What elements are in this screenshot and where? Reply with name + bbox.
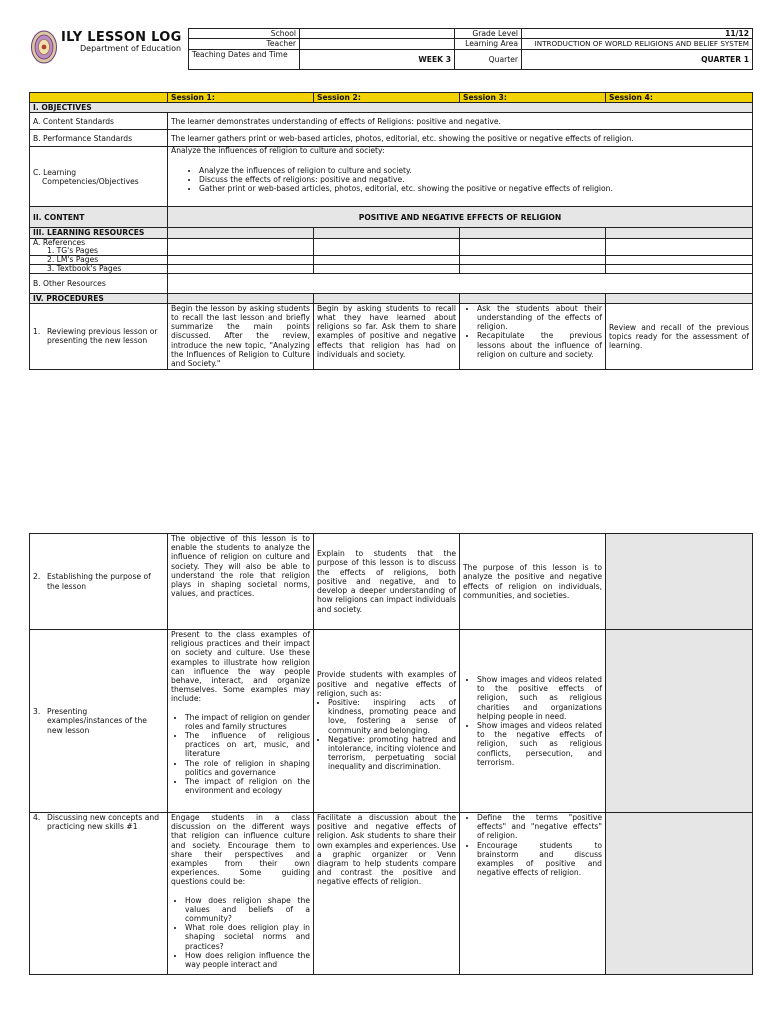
procedure-2-number: 2. [33, 572, 41, 582]
references-label [30, 238, 168, 255]
procedures-heading: IV. PROCEDURES [30, 293, 168, 303]
procedure-3-session-3 [460, 630, 606, 813]
procedure-1-session-2: Begin by asking students to recall what they have learned about religions so far. Ask them to share examples of positive and negative effects that religion has had on individuals and society. [314, 303, 460, 369]
procedure-1-session-3-item: • Ask the students about their understanding of the effects of religion. [477, 304, 602, 332]
procedure-3-label [30, 630, 168, 813]
procedure-4-label [30, 813, 168, 975]
procedure-1-label [30, 303, 168, 369]
competencies-label [30, 147, 168, 207]
objectives-heading: I. OBJECTIVES [30, 103, 753, 113]
procedure-2-session-2: Explain to students that the purpose of this lesson is to discuss the effects of religions, both positive and negative, and to develop a deeper understanding of how religions can impact individuals and society. [314, 534, 460, 630]
learning-area-value: INTRODUCTION OF WORLD RELIGIONS AND BELIEF SYSTEM [522, 39, 753, 50]
competencies-list [171, 166, 749, 194]
procedure-1-session-3-item: • Recapitulate the previous lessons about the influence of religion on culture and society. [477, 331, 602, 359]
competencies-label-line-1: C. Learning [33, 167, 77, 177]
competencies-text [168, 147, 753, 207]
procedure-1-session-1: Begin the lesson by asking students to recall the last lesson and briefly summarize the main points discussed. After the review, introduce the new topic, "Analyzing the Influences of Religion to Culture and Society." [168, 303, 314, 369]
procedure-3-session-1-intro: Present to the class examples of religious practices and their impact on society and culture. Use these examples to illustrate how religion can influence the way people behave, interact, and organize themselves. Some examples may include: [171, 630, 310, 704]
procedure-3-session-3-item: • Show images and videos related to the positive effects of religion, such as religious charities and organizations helping people in need. [477, 675, 602, 721]
tg-pages-label: 1. TG's Pages [47, 245, 98, 255]
procedure-4-session-3 [460, 813, 606, 975]
other-resources-value [168, 273, 753, 293]
procedure-4-text: Discussing new concepts and practicing new skills #1 [47, 813, 160, 832]
grade-level-value: 11/12 [522, 29, 753, 39]
performance-standards-label: B. Performance Standards [30, 130, 168, 147]
session-2-header: Session 2: [314, 93, 460, 103]
grade-level-label: Grade Level [455, 29, 522, 39]
quarter-label: Quarter [455, 50, 522, 70]
lm-pages-label: 2. LM's Pages [30, 255, 168, 264]
procedure-4-session-1 [168, 813, 314, 975]
procedure-3-session-2-item: • Negative: promoting hatred and intolerance, inciting violence and terrorism, perpetuating social inequality and discrimination. [328, 735, 456, 772]
content-heading: II. CONTENT [30, 207, 168, 228]
procedure-4-session-1-item: • How does religion influence the way people interact and [185, 951, 310, 969]
teacher-value [300, 39, 455, 50]
content-standards-text: The learner demonstrates understanding of effects of Religions: positive and negative. [168, 113, 753, 130]
procedure-2-session-3: The purpose of this lesson is to analyze the positive and negative effects of religion on individuals, communities, and societies. [460, 534, 606, 630]
procedure-2-label [30, 534, 168, 630]
procedure-3-session-1-item: • The influence of religious practices on art, music, and literature [185, 731, 310, 759]
department-name: Department of Education [80, 44, 182, 53]
procedure-1-number: 1. [33, 327, 41, 337]
week-value: WEEK 3 [300, 50, 455, 70]
procedure-3-number: 3. [33, 707, 41, 717]
procedure-4-session-1-intro: Engage students in a class discussion on the different ways that religion can influence culture and society. Encourage them to share their perspectives and examples from their own experiences. Some guiding questions could be: [171, 813, 310, 887]
procedure-4-number: 4. [33, 813, 41, 822]
quarter-value: QUARTER 1 [522, 50, 753, 70]
session-1-header: Session 1: [168, 93, 314, 103]
procedure-4-session-1-item: • How does religion shape the values and beliefs of a community? [185, 896, 310, 924]
competency-item: • Discuss the effects of religions: positive and negative. [199, 175, 749, 184]
procedure-4-session-3-item: • Define the terms "positive effects" and "negative effects" of religion. [477, 813, 602, 841]
procedure-3-session-3-item: • Show images and videos related to the negative effects of religion, such as religious conflicts, persecution, and terrorism. [477, 721, 602, 767]
session-4-header: Session 4: [606, 93, 753, 103]
content-title: POSITIVE AND NEGATIVE EFFECTS OF RELIGION [168, 207, 753, 228]
learning-area-label: Learning Area [455, 39, 522, 50]
procedure-2-session-1: The objective of this lesson is to enable the students to analyze the influence of religion on culture and society. They will also be able to understand the role that religion plays in shaping societal norms, values, and practices. [168, 534, 314, 630]
session-3-header: Session 3: [460, 93, 606, 103]
references-text: A. References [33, 238, 86, 247]
content-standards-label: A. Content Standards [30, 113, 168, 130]
deped-seal-logo [31, 30, 57, 64]
procedure-3-session-1-item: • The role of religion in shaping politics and governance [185, 759, 310, 777]
other-resources-label: B. Other Resources [30, 273, 168, 293]
teaching-dates-label: Teaching Dates and Time [189, 50, 300, 70]
performance-standards-text: The learner gathers print or web-based articles, photos, editorial, etc. showing the positive or negative effects of religion. [168, 130, 753, 147]
procedure-2-text: Establishing the purpose of the lesson [47, 572, 151, 591]
competencies-intro: Analyze the influences of religion to culture and society: [171, 146, 385, 156]
procedure-3-session-1 [168, 630, 314, 813]
procedure-2-session-4 [606, 534, 753, 630]
header-info-table [188, 28, 753, 70]
procedure-3-session-2 [314, 630, 460, 813]
procedure-3-text: Presenting examples/instances of the new lesson [47, 707, 147, 735]
competency-item: • Analyze the influences of religion to culture and society. [199, 166, 749, 175]
textbook-pages-label: 3. Textbook's Pages [30, 264, 168, 273]
procedure-4-session-4 [606, 813, 753, 975]
procedure-3-session-2-intro: Provide students with examples of positive and negative effects of religion, such as: [317, 670, 456, 698]
competency-item: • Gather print or web-based articles, photos, editorial, etc. showing the positive or negative effects of religion. [199, 184, 749, 193]
procedure-3-session-1-item: • The impact of religion on gender roles and family structures [185, 713, 310, 731]
teacher-label: Teacher [189, 39, 300, 50]
procedure-4-session-1-item: • What role does religion play in shaping societal norms and practices? [185, 923, 310, 951]
procedure-1-session-3 [460, 303, 606, 369]
procedure-1-session-4: Review and recall of the previous topics ready for the assessment of learning. [606, 303, 753, 369]
procedure-1-text: Reviewing previous lesson or presenting the new lesson [47, 327, 158, 346]
learning-resources-heading: III. LEARNING RESOURCES [30, 228, 168, 238]
lesson-log-table-continued [29, 533, 753, 975]
procedure-3-session-1-item: • The impact of religion on the environment and ecology [185, 777, 310, 795]
lesson-log-table [29, 92, 753, 370]
corner-cell [30, 93, 168, 103]
procedure-3-session-4 [606, 630, 753, 813]
procedure-4-session-2: Facilitate a discussion about the positive and negative effects of religion. Ask students to share their own examples and experiences. Use a graphic organizer or Venn diagram to help students compare and contrast the positive and negative effects of religion. [314, 813, 460, 975]
procedure-3-session-2-item: • Positive: inspiring acts of kindness, promoting peace and love, fostering a sense of community and belonging. [328, 698, 456, 735]
competencies-label-line-2: Competencies/Objectives [42, 176, 139, 186]
school-label: School [189, 29, 300, 39]
procedure-4-session-3-item: • Encourage students to brainstorm and discuss examples of positive and negative effects of religion. [477, 841, 602, 878]
document-title: ILY LESSON LOG [61, 30, 182, 45]
school-value [300, 29, 455, 39]
